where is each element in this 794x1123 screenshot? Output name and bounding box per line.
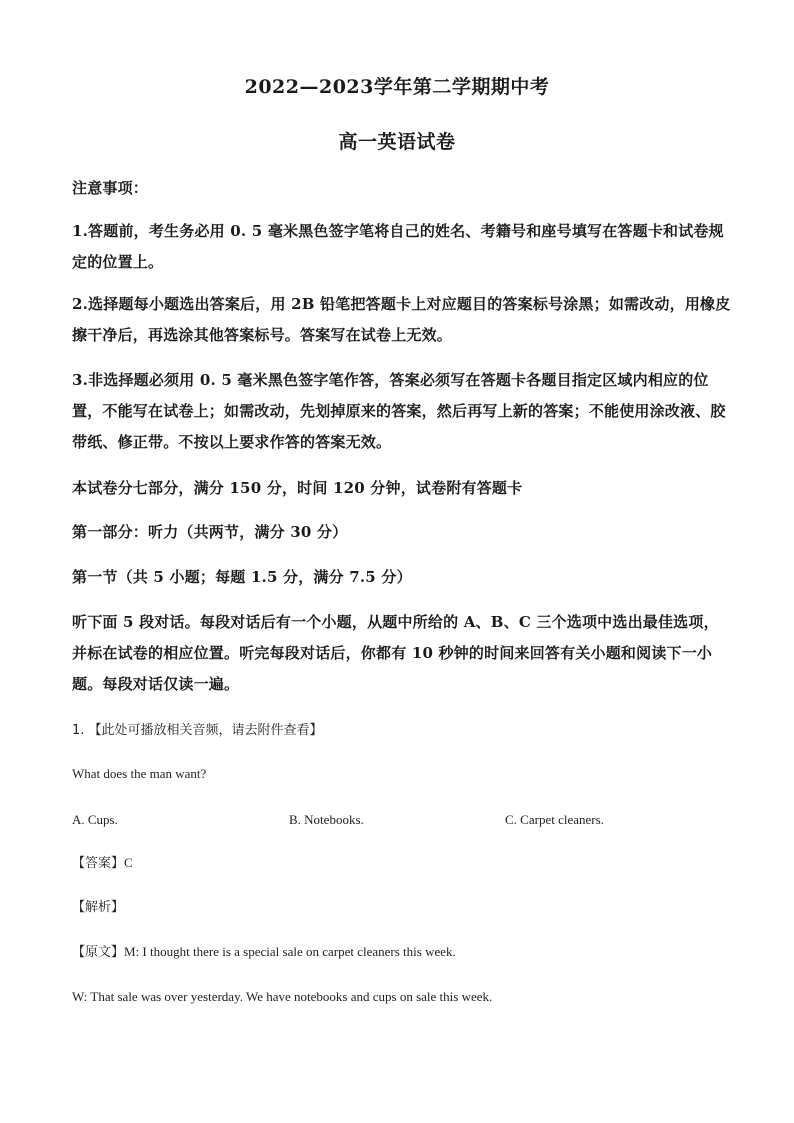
transcript-w-line: W: That sale was over yesterday. We have notebooks and cups on sale this week. — [72, 989, 493, 1004]
listening-instructions: 听下面 5 段对话。每段对话后有一个小题，从题中所给的 A、B、C 三个选项中选出最佳选项，并标在试卷的相应位置。听完每段对话后，你都有 10 秒钟的时间来回答有关小题和阅读下一小题。每段对话仅读一遍。 — [72, 613, 719, 693]
option-c: C. Carpet cleaners. — [505, 812, 604, 827]
transcript-m-text: M: I thought there is a special sale on carpet cleaners this week. — [124, 944, 456, 959]
notice-item-3: 3.非选择题必须用 0. 5 毫米黑色签字笔作答，答案必须写在答题卡各题目指定区域内相应的位置，不能写在试卷上；如需改动，先划掉原来的答案，然后再写上新的答案；不能使用涂改液、胶带纸、修正带。不按以上要求作答的答案无效。 — [72, 371, 726, 451]
transcript-m-line — [72, 943, 456, 962]
option-a: A. Cups. — [72, 812, 118, 827]
answer-line — [72, 854, 133, 873]
question-1-prompt: 1. 【此处可播放相关音频，请去附件查看】 — [72, 723, 323, 738]
notice-item-1: 1.答题前，考生务必用 0. 5 毫米黑色签字笔将自己的姓名、考籍号和座号填写在答题卡和试卷规定的位置上。 — [72, 222, 724, 271]
part1-heading: 第一部分：听力（共两节，满分 30 分） — [72, 523, 348, 541]
exam-title: 2022—2023学年第二学期期中考 — [244, 76, 550, 98]
answer-value: C — [124, 855, 133, 870]
notice-item-2: 2.选择题每小题选出答案后，用 2B 铅笔把答题卡上对应题目的答案标号涂黑；如需改动，用橡皮擦干净后，再选涂其他答案标号。答案写在试卷上无效。 — [72, 295, 731, 344]
question-1-text: What does the man want? — [72, 766, 207, 781]
option-b: B. Notebooks. — [289, 812, 364, 827]
original-label: 【原文】 — [72, 945, 125, 960]
exam-subtitle: 高一英语试卷 — [338, 131, 456, 153]
section1-heading: 第一节（共 5 小题；每题 1.5 分，满分 7.5 分） — [72, 568, 412, 586]
analysis-label: 【解析】 — [72, 900, 125, 915]
exam-info: 本试卷分七部分，满分 150 分，时间 120 分钟，试卷附有答题卡 — [72, 479, 523, 497]
answer-label: 【答案】 — [72, 856, 125, 871]
notice-heading: 注意事项： — [72, 179, 149, 197]
